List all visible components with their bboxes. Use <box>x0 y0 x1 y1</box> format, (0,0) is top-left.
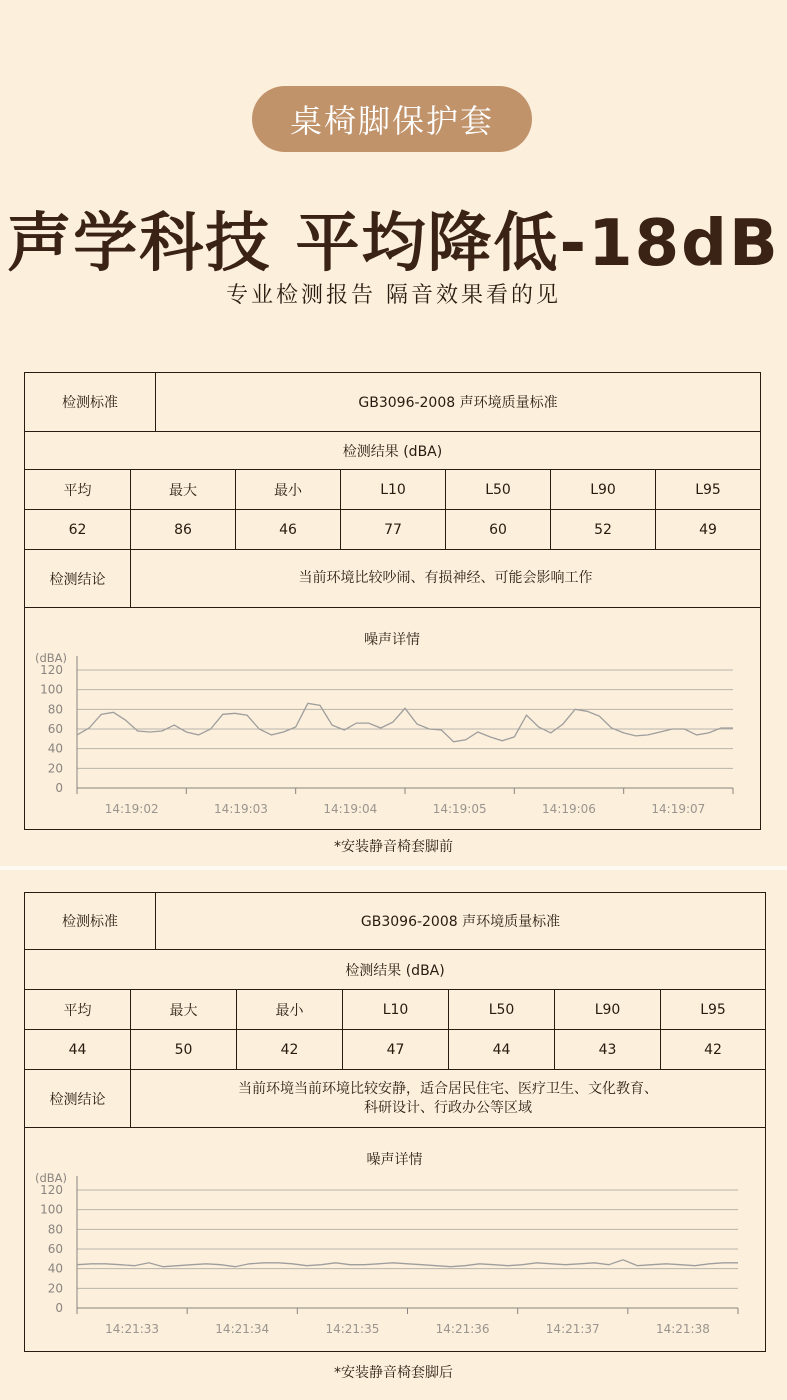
x-tick-label: 14:19:07 <box>651 802 706 816</box>
col-header-max: 最大 <box>130 470 235 509</box>
product-badge: 桌椅脚保护套 <box>252 86 532 152</box>
conclusion-line-2: 科研设计、行政办公等区域 <box>364 1099 532 1116</box>
results-title-row <box>25 950 765 990</box>
value-l10: 47 <box>342 1030 448 1069</box>
col-header-l50: L50 <box>445 470 550 509</box>
col-header-avg: 平均 <box>63 482 92 499</box>
value-l90: 52 <box>550 510 655 549</box>
report-before <box>24 372 761 830</box>
standard-row <box>25 373 760 432</box>
x-tick-label: 14:21:35 <box>325 1322 380 1336</box>
y-tick-label: 120 <box>40 663 63 677</box>
y-tick-label: 0 <box>55 781 63 795</box>
value-l95: 49 <box>655 510 760 549</box>
chart-title: 噪声详情 <box>364 632 420 648</box>
col-header-l90: L90 <box>550 470 655 509</box>
y-axis-unit-label: (dBA) <box>35 651 68 665</box>
col-header-avg: 平均 <box>63 1002 92 1019</box>
conclusion-text <box>130 1070 765 1127</box>
y-tick-label: 80 <box>47 1222 63 1237</box>
caption-before: *安装静音椅套脚前 <box>334 839 453 855</box>
section-divider <box>0 866 787 870</box>
noise-chart <box>25 1128 764 1350</box>
results-value-row <box>25 1030 765 1070</box>
y-tick-label: 60 <box>47 1242 63 1256</box>
conclusion-line-1: 当前环境当前环境比较安静，适合居民住宅、医疗卫生、文化教育、 <box>238 1080 658 1097</box>
col-header-min: 最小 <box>235 470 340 509</box>
x-tick-label: 14:21:34 <box>215 1322 270 1336</box>
results-header-row <box>25 990 765 1030</box>
standard-value: GB3096-2008 声环境质量标准 <box>155 373 760 431</box>
page-headline: 声学科技 平均降低-18dB <box>7 207 780 281</box>
conclusion-row <box>25 1070 765 1128</box>
x-tick-label: 14:19:05 <box>432 802 487 816</box>
y-tick-label: 100 <box>40 682 63 697</box>
value-l50: 60 <box>445 510 550 549</box>
series-line-noise <box>77 1260 738 1267</box>
conclusion-label: 检测结论 <box>49 1091 106 1108</box>
chart-title: 噪声详情 <box>366 1152 423 1168</box>
results-title: 检测结果 (dBA) <box>345 962 445 979</box>
conclusion-row <box>25 550 760 608</box>
results-title: 检测结果 (dBA) <box>342 443 443 460</box>
x-tick-label: 14:21:37 <box>545 1322 600 1336</box>
x-tick-label: 14:21:33 <box>105 1322 160 1336</box>
page-subheadline: 专业检测报告 隔音效果看的见 <box>226 283 561 308</box>
value-avg: 62 <box>68 521 87 538</box>
y-tick-label: 60 <box>47 722 63 736</box>
col-header-l95: L95 <box>655 470 760 509</box>
x-tick-label: 14:19:02 <box>104 802 159 816</box>
y-tick-label: 20 <box>47 761 63 776</box>
value-max: 86 <box>130 510 235 549</box>
col-header-l10: L10 <box>340 470 445 509</box>
col-header-max: 最大 <box>130 990 236 1029</box>
y-tick-label: 40 <box>47 1261 63 1276</box>
col-header-l10: L10 <box>342 990 448 1029</box>
results-title-row <box>25 432 760 470</box>
standard-value: GB3096-2008 声环境质量标准 <box>155 893 765 949</box>
y-tick-label: 40 <box>47 741 63 756</box>
y-tick-label: 0 <box>55 1301 63 1315</box>
y-tick-label: 80 <box>47 702 63 717</box>
x-tick-label: 14:19:04 <box>323 802 378 816</box>
y-tick-label: 120 <box>40 1183 63 1197</box>
x-tick-label: 14:19:06 <box>542 802 596 816</box>
x-tick-label: 14:21:38 <box>655 1322 710 1336</box>
standard-label: 检测标准 <box>62 395 118 411</box>
y-axis-unit-label: (dBA) <box>35 1171 68 1185</box>
y-tick-label: 100 <box>40 1202 63 1217</box>
standard-row <box>25 893 765 950</box>
value-l90: 43 <box>554 1030 660 1069</box>
report-after <box>24 892 766 1352</box>
value-avg: 44 <box>68 1041 87 1058</box>
col-header-l95: L95 <box>660 990 765 1029</box>
value-min: 42 <box>236 1030 342 1069</box>
results-value-row <box>25 510 760 550</box>
caption-after: *安装静音椅套脚后 <box>334 1365 453 1381</box>
value-max: 50 <box>130 1030 236 1069</box>
x-tick-label: 14:19:03 <box>214 802 268 816</box>
standard-label: 检测标准 <box>62 914 118 930</box>
col-header-l50: L50 <box>448 990 554 1029</box>
col-header-min: 最小 <box>236 990 342 1029</box>
value-l10: 77 <box>340 510 445 549</box>
results-header-row <box>25 470 760 510</box>
col-header-l90: L90 <box>554 990 660 1029</box>
value-l95: 42 <box>660 1030 765 1069</box>
noise-chart <box>25 608 759 828</box>
y-tick-label: 20 <box>47 1281 63 1296</box>
x-tick-label: 14:21:36 <box>435 1322 490 1336</box>
conclusion-line-1: 当前环境比较吵闹、有损神经、可能会影响工作 <box>298 570 593 586</box>
value-min: 46 <box>235 510 340 549</box>
conclusion-text <box>130 550 760 607</box>
value-l50: 44 <box>448 1030 554 1069</box>
conclusion-label: 检测结论 <box>49 571 106 588</box>
